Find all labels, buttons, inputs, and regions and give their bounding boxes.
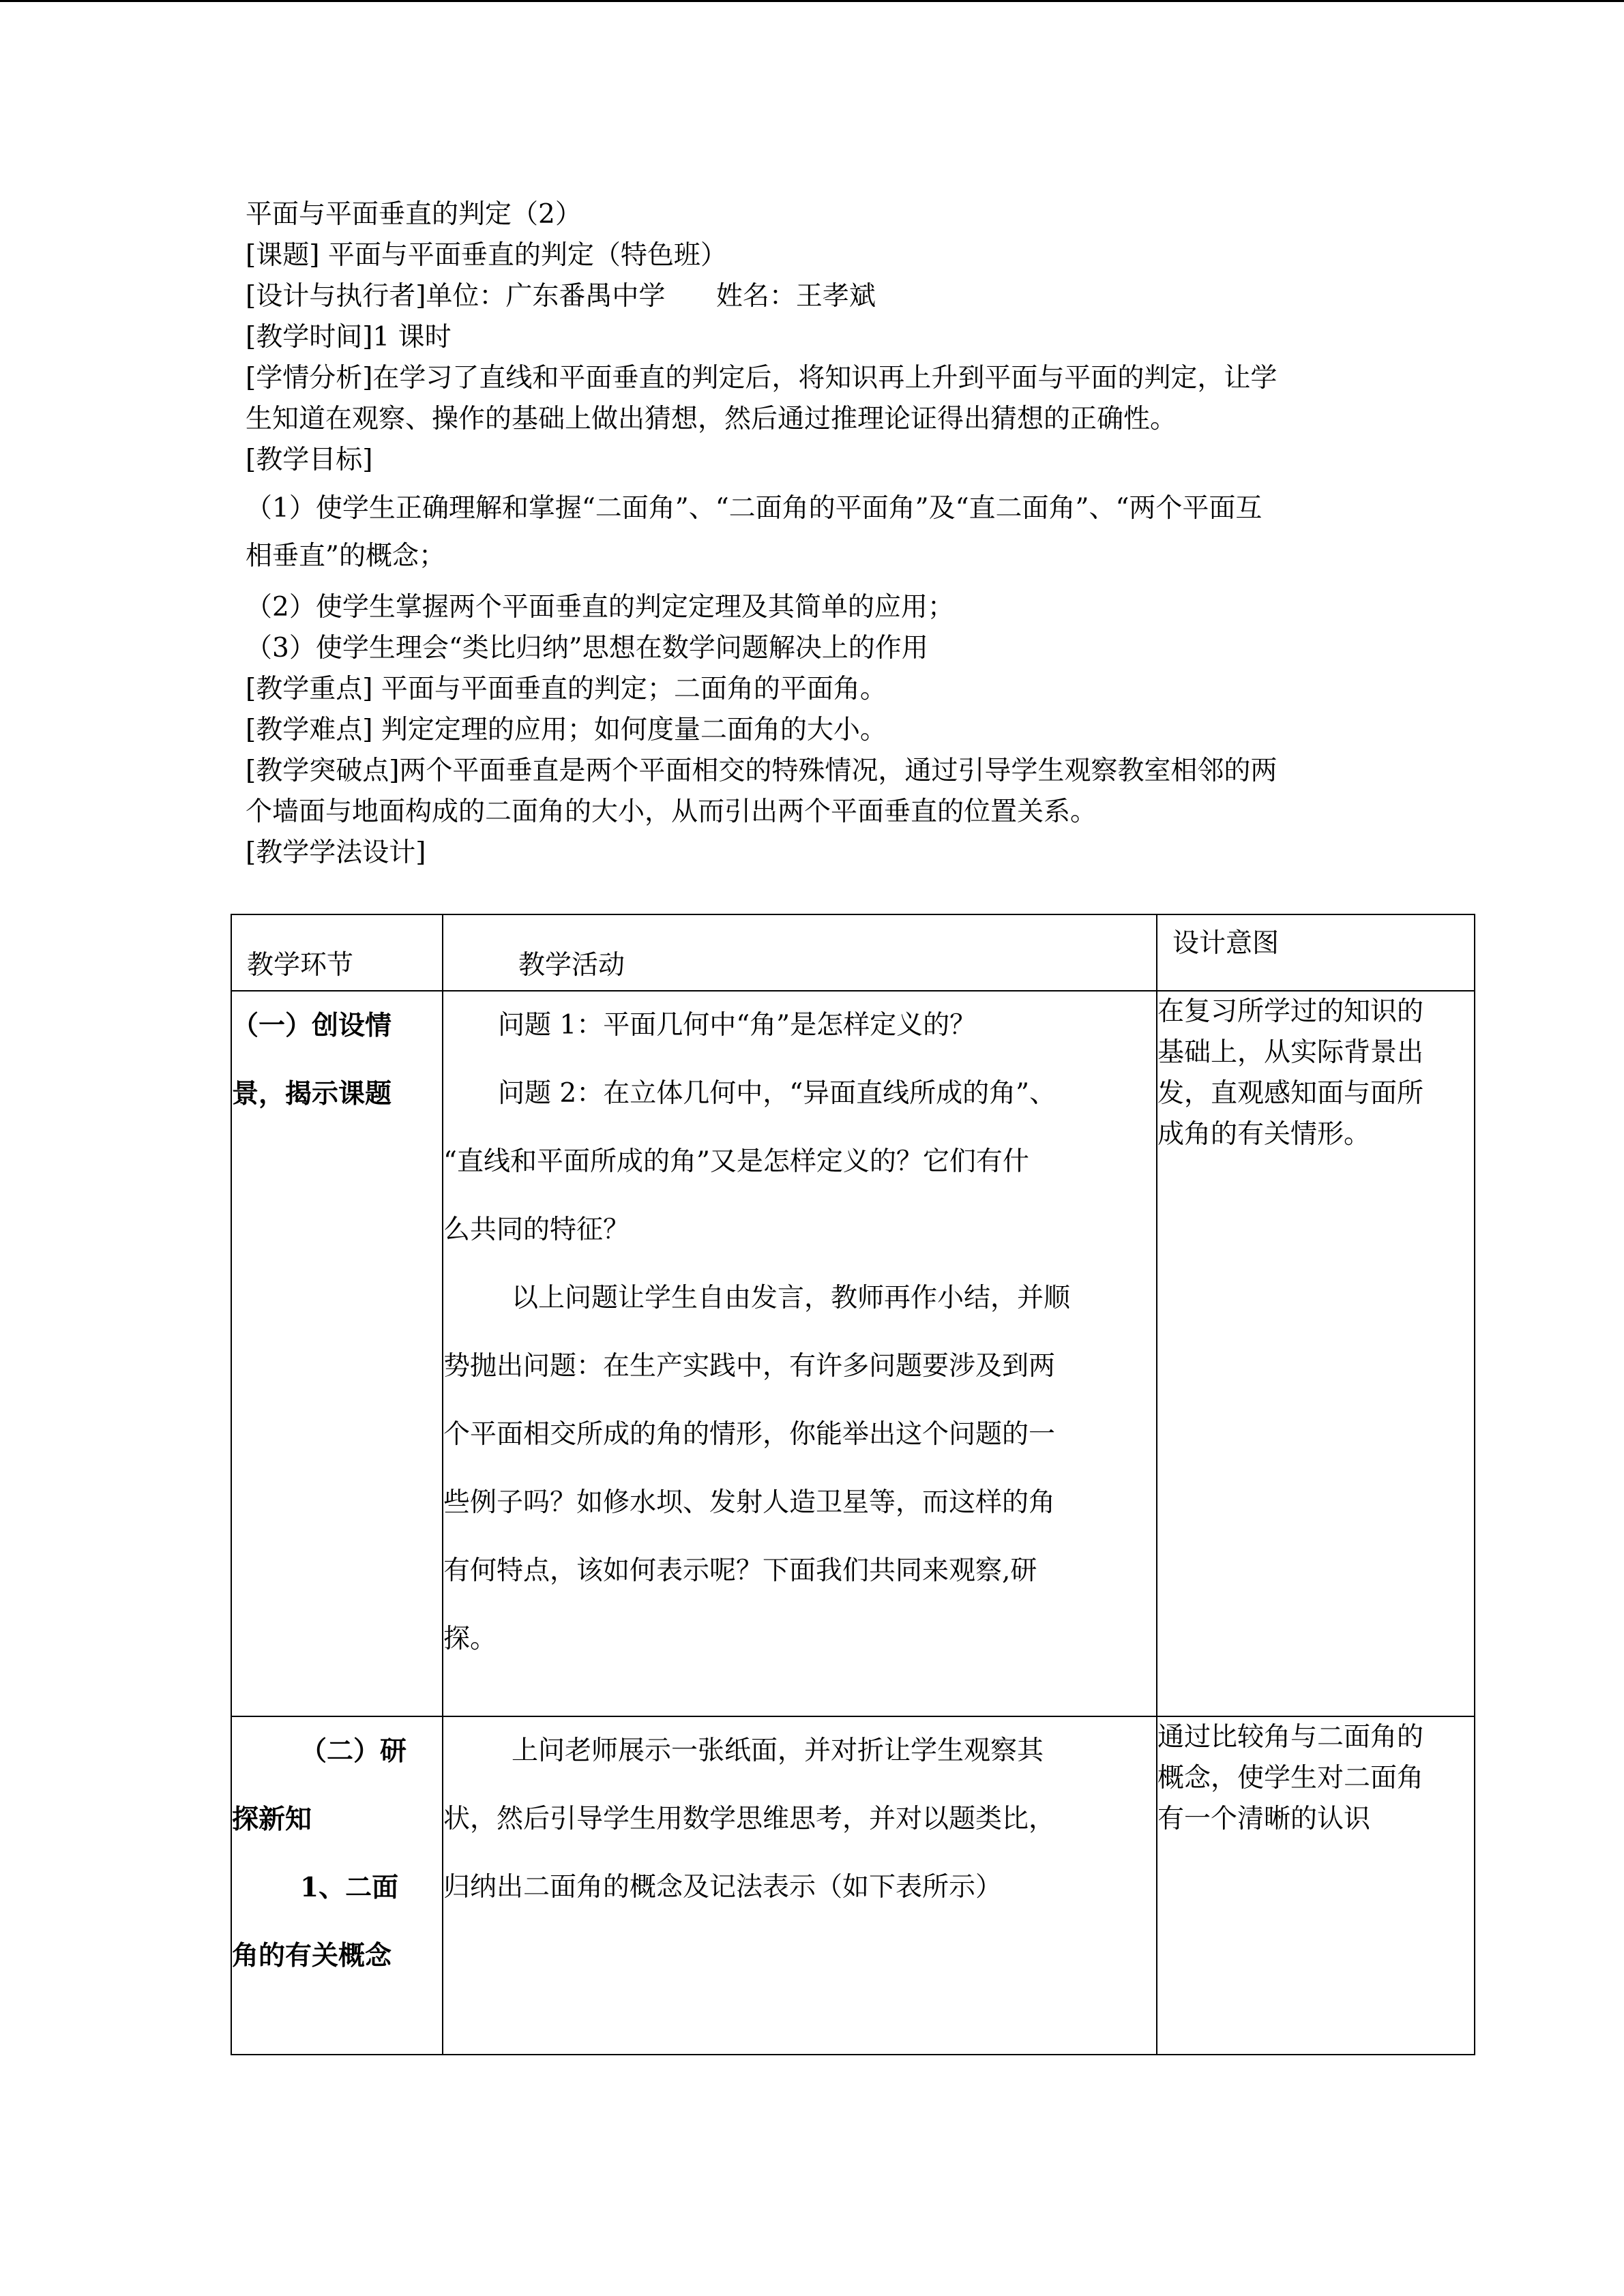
intent-line: 在复习所学过的知识的 <box>1157 996 1424 1027</box>
stage-line: （二）研 <box>300 1735 407 1767</box>
intent-line: 有一个清晰的认识 <box>1157 1804 1371 1834</box>
header-stage: 教学环节 <box>231 914 443 991</box>
page-top-border <box>0 0 1624 2</box>
stage-cell <box>231 991 443 1716</box>
method-label: [教学学法设计] <box>246 837 426 868</box>
stage-cell <box>231 1716 443 2055</box>
document-body <box>246 194 1405 874</box>
activity-line: 个平面相交所成的角的情形，你能举出这个问题的一 <box>443 1419 1056 1450</box>
activity-line: 上问老师展示一张纸面，并对折让学生观察其 <box>512 1735 1044 1766</box>
activity-line: 以上问题让学生自由发言，教师再作小结，并顺 <box>512 1283 1071 1313</box>
key-point: [教学重点] 平面与平面垂直的判定；二面角的平面角。 <box>246 674 887 704</box>
activity-line: 探。 <box>443 1624 497 1654</box>
topic-line: [课题] 平面与平面垂直的判定（特色班） <box>246 240 727 271</box>
goal-1-line-1: （1）使学生正确理解和掌握“二面角”、“二面角的平面角”及“直二面角”、“两个平面互 <box>246 493 1263 524</box>
activity-line: 有何特点，该如何表示呢？下面我们共同来观察,研 <box>443 1555 1037 1586</box>
stage-line: 景，揭示课题 <box>232 1078 392 1109</box>
header-intent: 设计意图 <box>1157 914 1475 991</box>
stage-line: 1、二面 <box>300 1872 399 1903</box>
intent-line: 通过比较角与二面角的 <box>1157 1722 1424 1753</box>
designer-line: [设计与执行者]单位：广东番禺中学 姓名：王孝斌 <box>246 281 876 312</box>
intent-line: 基础上，从实际背景出 <box>1157 1037 1424 1068</box>
intent-line: 成角的有关情形。 <box>1157 1119 1371 1150</box>
intent-line: 概念，使学生对二面角 <box>1157 1763 1424 1793</box>
table-header-row <box>231 914 1475 991</box>
activity-cell <box>443 1716 1157 2055</box>
activity-line: 归纳出二面角的概念及记法表示（如下表所示） <box>443 1872 1003 1903</box>
stage-line: 探新知 <box>232 1804 312 1835</box>
teaching-time: [教学时间]1 课时 <box>246 322 452 353</box>
table-row <box>231 991 1475 1716</box>
activity-line: 么共同的特征？ <box>443 1214 630 1245</box>
table-row <box>231 1716 1475 2055</box>
breakthrough-line-1: [教学突破点]两个平面垂直是两个平面相交的特殊情况，通过引导学生观察教室相邻的两 <box>246 756 1278 786</box>
activity-line: 状，然后引导学生用数学思维思考，并对以题类比， <box>443 1804 1056 1834</box>
activity-line: 势抛出问题：在生产实践中，有许多问题要涉及到两 <box>443 1351 1056 1382</box>
activity-cell <box>443 991 1157 1716</box>
document-title: 平面与平面垂直的判定（2） <box>246 199 582 230</box>
intent-line: 发，直观感知面与面所 <box>1157 1078 1424 1109</box>
activity-line: 问题 1：平面几何中“角”是怎样定义的？ <box>498 1010 977 1041</box>
difficulty: [教学难点] 判定定理的应用；如何度量二面角的大小。 <box>246 715 887 745</box>
goals-label: [教学目标] <box>246 445 373 475</box>
intent-cell <box>1157 1716 1475 2055</box>
activity-line: 问题 2：在立体几何中，“异面直线所成的角”、 <box>498 1078 1057 1109</box>
goal-3: （3）使学生理会“类比归纳”思想在数学问题解决上的作用 <box>246 633 928 664</box>
intent-cell <box>1157 991 1475 1716</box>
stage-line: 角的有关概念 <box>232 1940 392 1971</box>
stage-line: （一）创设情 <box>232 1010 392 1041</box>
header-activity: 教学活动 <box>443 914 1157 991</box>
goal-1-line-2: 相垂直”的概念； <box>246 541 445 571</box>
activity-line: “直线和平面所成的角”又是怎样定义的？它们有什 <box>443 1146 1029 1177</box>
analysis-line-2: 生知道在观察、操作的基础上做出猜想，然后通过推理论证得出猜想的正确性。 <box>246 404 1177 434</box>
teaching-plan-table <box>231 914 1475 2055</box>
analysis-line-1: [学情分析]在学习了直线和平面垂直的判定后，将知识再上升到平面与平面的判定，让学 <box>246 363 1278 393</box>
breakthrough-line-2: 个墙面与地面构成的二面角的大小，从而引出两个平面垂直的位置关系。 <box>246 796 1097 827</box>
activity-line: 些例子吗？如修水坝、发射人造卫星等，而这样的角 <box>443 1487 1056 1518</box>
goal-2: （2）使学生掌握两个平面垂直的判定定理及其简单的应用； <box>246 592 954 623</box>
